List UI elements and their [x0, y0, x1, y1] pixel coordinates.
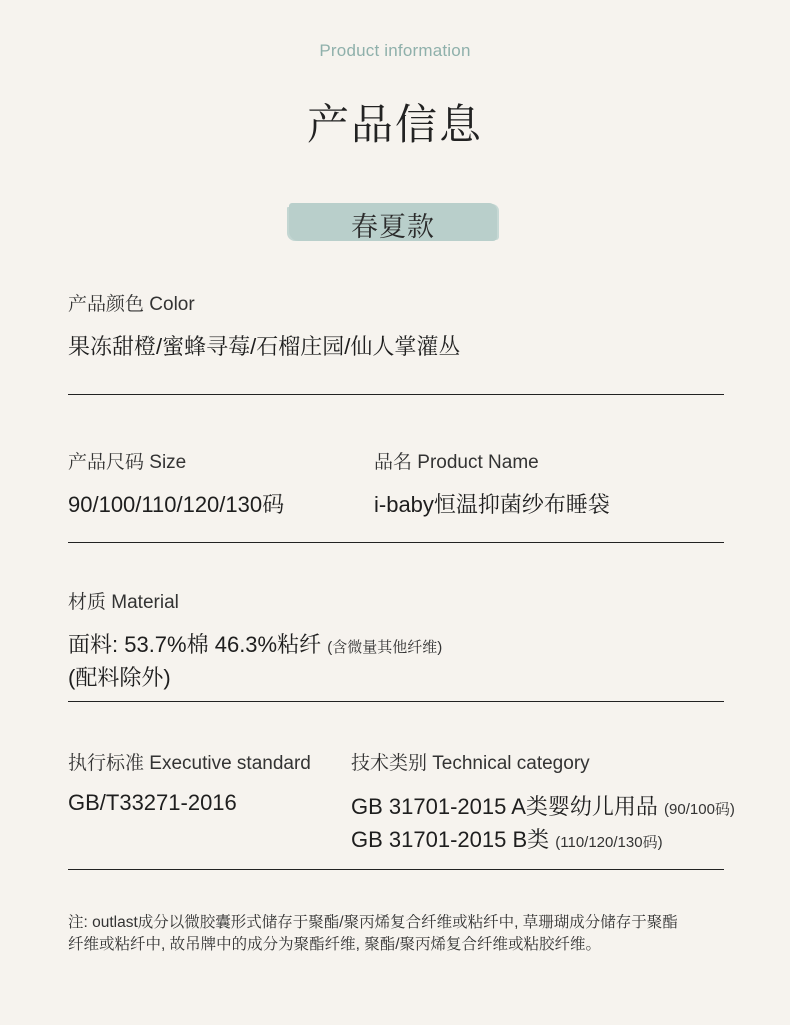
- material-label: 材质 Material: [68, 592, 179, 613]
- season-label: 春夏款: [351, 212, 435, 242]
- size-value: 90/100/110/120/130码: [68, 492, 285, 517]
- footnote-line-2: 纤维或粘纤中, 故吊牌中的成分为聚酯纤维, 聚酯/聚丙烯复合纤维或粘胶纤维。: [68, 936, 602, 953]
- page-title: 产品信息: [306, 101, 483, 148]
- category-b-note: (110/120/130码): [555, 834, 663, 851]
- category-label: 技术类别 Technical category: [351, 753, 590, 774]
- material-value-line2: (配料除外): [68, 665, 171, 690]
- category-value-line2: [351, 823, 663, 854]
- standard-value: GB/T33271-2016: [68, 790, 237, 815]
- color-value: 果冻甜橙/蜜蜂寻莓/石榴庄园/仙人掌灌丛: [68, 334, 461, 359]
- category-value-line1: [351, 790, 735, 821]
- size-label: 产品尺码 Size: [68, 452, 187, 473]
- material-value-line1: [68, 628, 442, 659]
- category-a-note: (90/100码): [664, 801, 735, 818]
- footnote-line-1: 注: outlast成分以微胶囊形式储存于聚酯/聚丙烯复合纤维或粘纤中, 草珊瑚成分储存于聚酯: [68, 914, 678, 931]
- material-fabric-note: (含微量其他纤维): [327, 639, 443, 656]
- divider: [68, 394, 724, 395]
- section-subtitle: Product information: [319, 41, 471, 60]
- category-b-text: GB 31701-2015 B类: [351, 827, 550, 852]
- divider: [68, 542, 724, 543]
- product-name-value: i-baby恒温抑菌纱布睡袋: [374, 492, 610, 517]
- standard-label: 执行标准 Executive standard: [68, 753, 311, 774]
- divider: [68, 701, 724, 702]
- footnote: [68, 912, 758, 956]
- product-name-label: 品名 Product Name: [374, 452, 539, 473]
- material-fabric-composition: 面料: 53.7%棉 46.3%粘纤: [68, 632, 322, 657]
- category-a-text: GB 31701-2015 A类婴幼儿用品: [351, 794, 658, 819]
- color-label: 产品颜色 Color: [68, 294, 195, 315]
- divider: [68, 869, 724, 870]
